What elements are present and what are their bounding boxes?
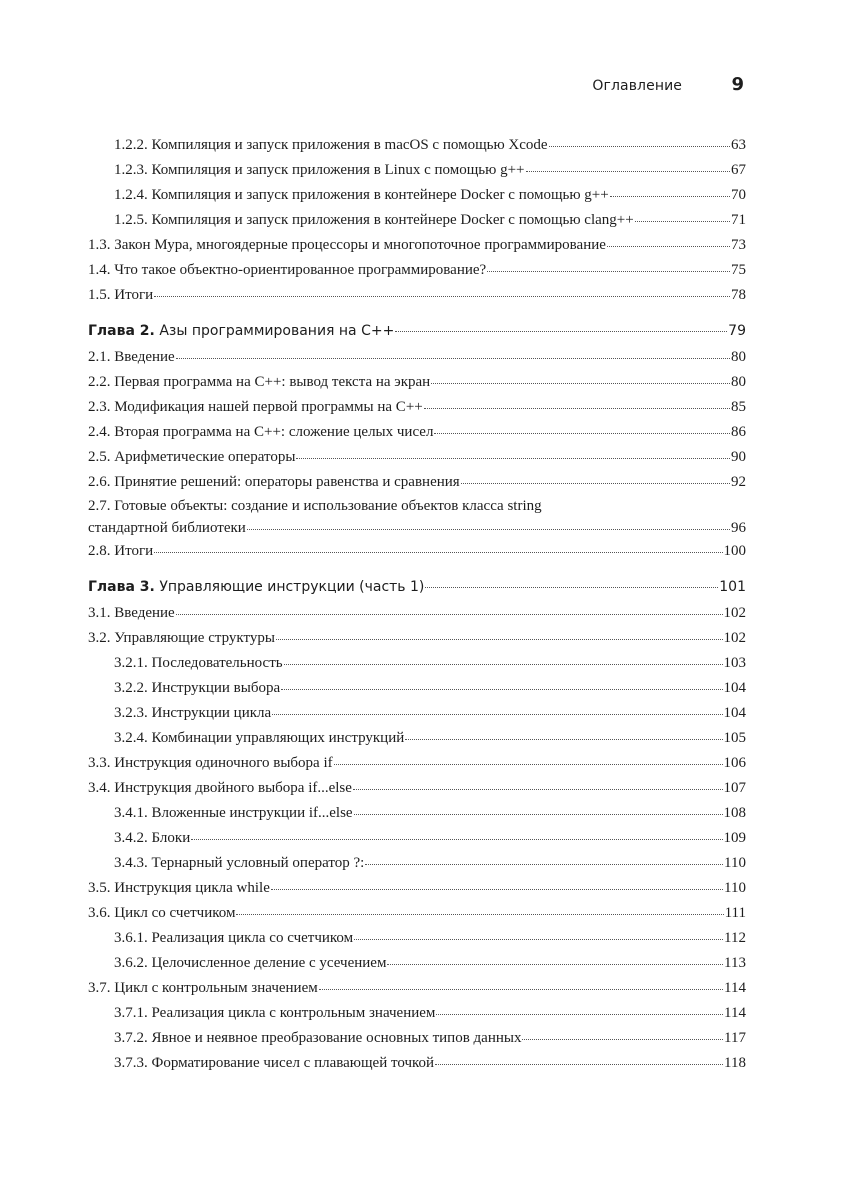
toc-page-number: 113 [724, 955, 746, 971]
toc-entry-3-5[interactable] [88, 876, 746, 901]
toc-entry-2-8[interactable] [88, 539, 746, 564]
dot-leader [236, 913, 723, 915]
toc-page-number: 103 [723, 655, 746, 671]
dot-leader [176, 613, 723, 615]
toc-entry-title: 1.2.2. Компиляция и запуск приложения в macOS с помощью Xcode [114, 137, 548, 153]
dot-leader [247, 528, 730, 530]
toc-page-number: 96 [731, 520, 746, 536]
toc-entry-3-3[interactable] [88, 751, 746, 776]
toc-entry-title: 2.6. Принятие решений: операторы равенства и сравнения [88, 474, 460, 490]
dot-leader [461, 482, 730, 484]
dot-leader [387, 963, 723, 965]
toc-entry-title: 2.7. Готовые объекты: создание и использование объектов класса string [88, 498, 542, 514]
toc-entry-3-2-2[interactable] [88, 676, 746, 701]
toc-page-number: 110 [724, 855, 746, 871]
toc-entry-3-6[interactable] [88, 901, 746, 926]
toc-entry-3-6-2[interactable] [88, 951, 746, 976]
dot-leader [354, 938, 723, 940]
toc-page-number: 85 [731, 399, 746, 415]
toc-entry-title: 3.2. Управляющие структуры [88, 630, 275, 646]
toc-entry-2-4[interactable] [88, 420, 746, 445]
toc-entry-3-2-1[interactable] [88, 651, 746, 676]
dot-leader [431, 382, 730, 384]
dot-leader [405, 738, 722, 740]
dot-leader [434, 432, 730, 434]
toc-entry-title: 3.7. Цикл с контрольным значением [88, 980, 318, 996]
toc-page-number: 86 [731, 424, 746, 440]
toc-entry-title-continued: стандартной библиотеки [88, 520, 246, 536]
toc-entry-3-7[interactable] [88, 976, 746, 1001]
toc-entry-1-3[interactable] [88, 233, 746, 258]
toc-page-number: 70 [731, 187, 746, 203]
toc-entry-title: 3.4. Инструкция двойного выбора if...else [88, 780, 352, 796]
toc-entry-title: 3.6.1. Реализация цикла со счетчиком [114, 930, 354, 946]
toc-entry-title: 3.4.3. Тернарный условный оператор ?: [114, 855, 365, 871]
toc-entry-title: 3.2.3. Инструкции цикла [114, 705, 272, 721]
toc-entry-title: 1.2.3. Компиляция и запуск приложения в Linux с помощью g++ [114, 162, 525, 178]
toc-entry-title: 3.6. Цикл со счетчиком [88, 905, 236, 921]
dot-leader [191, 838, 722, 840]
dot-leader [435, 1063, 723, 1065]
toc-entry-title: 3.2.1. Последовательность [114, 655, 283, 671]
dot-leader [549, 145, 730, 147]
dot-leader [284, 663, 723, 665]
dot-leader [354, 813, 723, 815]
toc-page-number: 80 [731, 374, 746, 390]
toc-entry-1-5[interactable] [88, 283, 746, 308]
toc-page-number: 107 [723, 780, 746, 796]
toc-entry-2-7[interactable] [88, 495, 746, 539]
toc-entry-title: 2.8. Итоги [88, 543, 154, 559]
dot-leader [526, 170, 730, 172]
toc-page-number: 118 [724, 1055, 746, 1071]
toc-entry-title: 3.1. Введение [88, 605, 175, 621]
toc-entry-title: 2.5. Арифметические операторы [88, 449, 296, 465]
toc-entry-1-2-4[interactable] [88, 183, 746, 208]
toc-entry-3-2-4[interactable] [88, 726, 746, 751]
running-header-title: Оглавление [592, 78, 682, 94]
toc-page-number: 92 [731, 474, 746, 490]
toc-entry-title: 3.4.2. Блоки [114, 830, 191, 846]
chapter-title: Управляющие инструкции (часть 1) [159, 579, 425, 595]
chapter-heading [88, 574, 424, 601]
toc-entry-title: 1.2.4. Компиляция и запуск приложения в контейнере Docker с помощью g++ [114, 187, 609, 203]
toc-entry-2-5[interactable] [88, 445, 746, 470]
toc-entry-title: 3.3. Инструкция одиночного выбора if [88, 755, 333, 771]
toc-entry-1-2-5[interactable] [88, 208, 746, 233]
toc-entry-title: 2.3. Модификация нашей первой программы на С++ [88, 399, 423, 415]
chapter-title: Азы программирования на C++ [159, 323, 395, 339]
toc-entry-title: 1.2.5. Компиляция и запуск приложения в контейнере Docker с помощью clang++ [114, 212, 634, 228]
toc-page-number: 73 [731, 237, 746, 253]
dot-leader [271, 888, 723, 890]
dot-leader [154, 295, 730, 297]
toc-entry-3-4-1[interactable] [88, 801, 746, 826]
toc-page-number: 75 [731, 262, 746, 278]
toc-entry-title: 1.3. Закон Мура, многоядерные процессоры и многопоточное программирование [88, 237, 606, 253]
toc-entry-title: 1.4. Что такое объектно-ориентированное программирование? [88, 262, 487, 278]
toc-page-number: 117 [724, 1030, 746, 1046]
chapter-label: Глава 3. [88, 579, 155, 595]
dot-leader [436, 1013, 723, 1015]
dot-leader [319, 988, 723, 990]
toc-page-number: 102 [723, 605, 746, 621]
dot-leader [395, 330, 727, 332]
dot-leader [365, 863, 723, 865]
toc-page-number: 104 [723, 680, 746, 696]
toc-entry-title: 3.5. Инструкция цикла while [88, 880, 270, 896]
toc-entry-3-7-1[interactable] [88, 1001, 746, 1026]
toc-chapter-3[interactable] [88, 574, 746, 601]
dot-leader [334, 763, 723, 765]
toc-entry-3-6-1[interactable] [88, 926, 746, 951]
running-header [88, 72, 746, 100]
toc-entry-3-2[interactable] [88, 626, 746, 651]
toc-entry-3-2-3[interactable] [88, 701, 746, 726]
toc-entry-1-4[interactable] [88, 258, 746, 283]
chapter-label: Глава 2. [88, 323, 155, 339]
toc-chapter-2[interactable] [88, 318, 746, 345]
toc-entry-2-1[interactable] [88, 345, 746, 370]
toc-page-number: 112 [724, 930, 746, 946]
dot-leader [635, 220, 730, 222]
toc-entry-title: 3.2.2. Инструкции выбора [114, 680, 281, 696]
dot-leader [424, 407, 730, 409]
dot-leader [425, 586, 718, 588]
toc-entry-3-4-3[interactable] [88, 851, 746, 876]
toc-entry-title: 3.7.3. Форматирование чисел с плавающей точкой [114, 1055, 435, 1071]
toc-page-number: 101 [719, 579, 746, 595]
toc-page-number: 100 [723, 543, 746, 559]
chapter-heading [88, 318, 394, 345]
toc-entry-3-4[interactable] [88, 776, 746, 801]
toc-page-number: 78 [731, 287, 746, 303]
dot-leader [607, 245, 730, 247]
toc-entry-title: 2.1. Введение [88, 349, 175, 365]
toc-page-number: 109 [723, 830, 746, 846]
dot-leader [154, 551, 722, 553]
toc-entry-title: 2.4. Вторая программа на С++: сложение целых чисел [88, 424, 434, 440]
toc-entry-3-7-3[interactable] [88, 1051, 746, 1076]
toc-page-number: 110 [724, 880, 746, 896]
toc-entry-title: 2.2. Первая программа на С++: вывод текста на экран [88, 374, 431, 390]
dot-leader [281, 688, 722, 690]
toc-entry-title: 3.2.4. Комбинации управляющих инструкций [114, 730, 405, 746]
toc-entry-2-6[interactable] [88, 470, 746, 495]
toc-page-number: 90 [731, 449, 746, 465]
dot-leader [353, 788, 723, 790]
dot-leader [272, 713, 722, 715]
toc-page-number: 79 [728, 323, 746, 339]
toc-entry-3-7-2[interactable] [88, 1026, 746, 1051]
dot-leader [296, 457, 730, 459]
toc-entry-2-2[interactable] [88, 370, 746, 395]
toc-entry-3-1[interactable] [88, 601, 746, 626]
toc-page-number: 111 [724, 905, 746, 921]
toc-entry-title: 3.7.2. Явное и неявное преобразование основных типов данных [114, 1030, 522, 1046]
dot-leader [522, 1038, 723, 1040]
page-number: 9 [731, 74, 744, 95]
toc-page-number: 114 [724, 1005, 746, 1021]
toc-page-number: 114 [724, 980, 746, 996]
toc-page-number: 67 [731, 162, 746, 178]
dot-leader [176, 357, 730, 359]
toc-page-number: 104 [723, 705, 746, 721]
toc-page-number: 108 [723, 805, 746, 821]
dot-leader [276, 638, 723, 640]
toc-entry-3-4-2[interactable] [88, 826, 746, 851]
toc-entry-1-2-2[interactable] [88, 133, 746, 158]
toc-entry-1-2-3[interactable] [88, 158, 746, 183]
toc-page-number: 105 [723, 730, 746, 746]
toc-entry-title: 3.6.2. Целочисленное деление с усечением [114, 955, 387, 971]
toc-entry-title: 3.4.1. Вложенные инструкции if...else [114, 805, 353, 821]
toc-page-number: 102 [723, 630, 746, 646]
dot-leader [610, 195, 730, 197]
table-of-contents [88, 133, 746, 1076]
toc-entry-title: 1.5. Итоги [88, 287, 154, 303]
toc-page-number: 80 [731, 349, 746, 365]
toc-page-number: 71 [731, 212, 746, 228]
toc-page-number: 63 [731, 137, 746, 153]
toc-entry-title: 3.7.1. Реализация цикла с контрольным значением [114, 1005, 436, 1021]
toc-page-number: 106 [723, 755, 746, 771]
dot-leader [487, 270, 730, 272]
toc-entry-2-3[interactable] [88, 395, 746, 420]
